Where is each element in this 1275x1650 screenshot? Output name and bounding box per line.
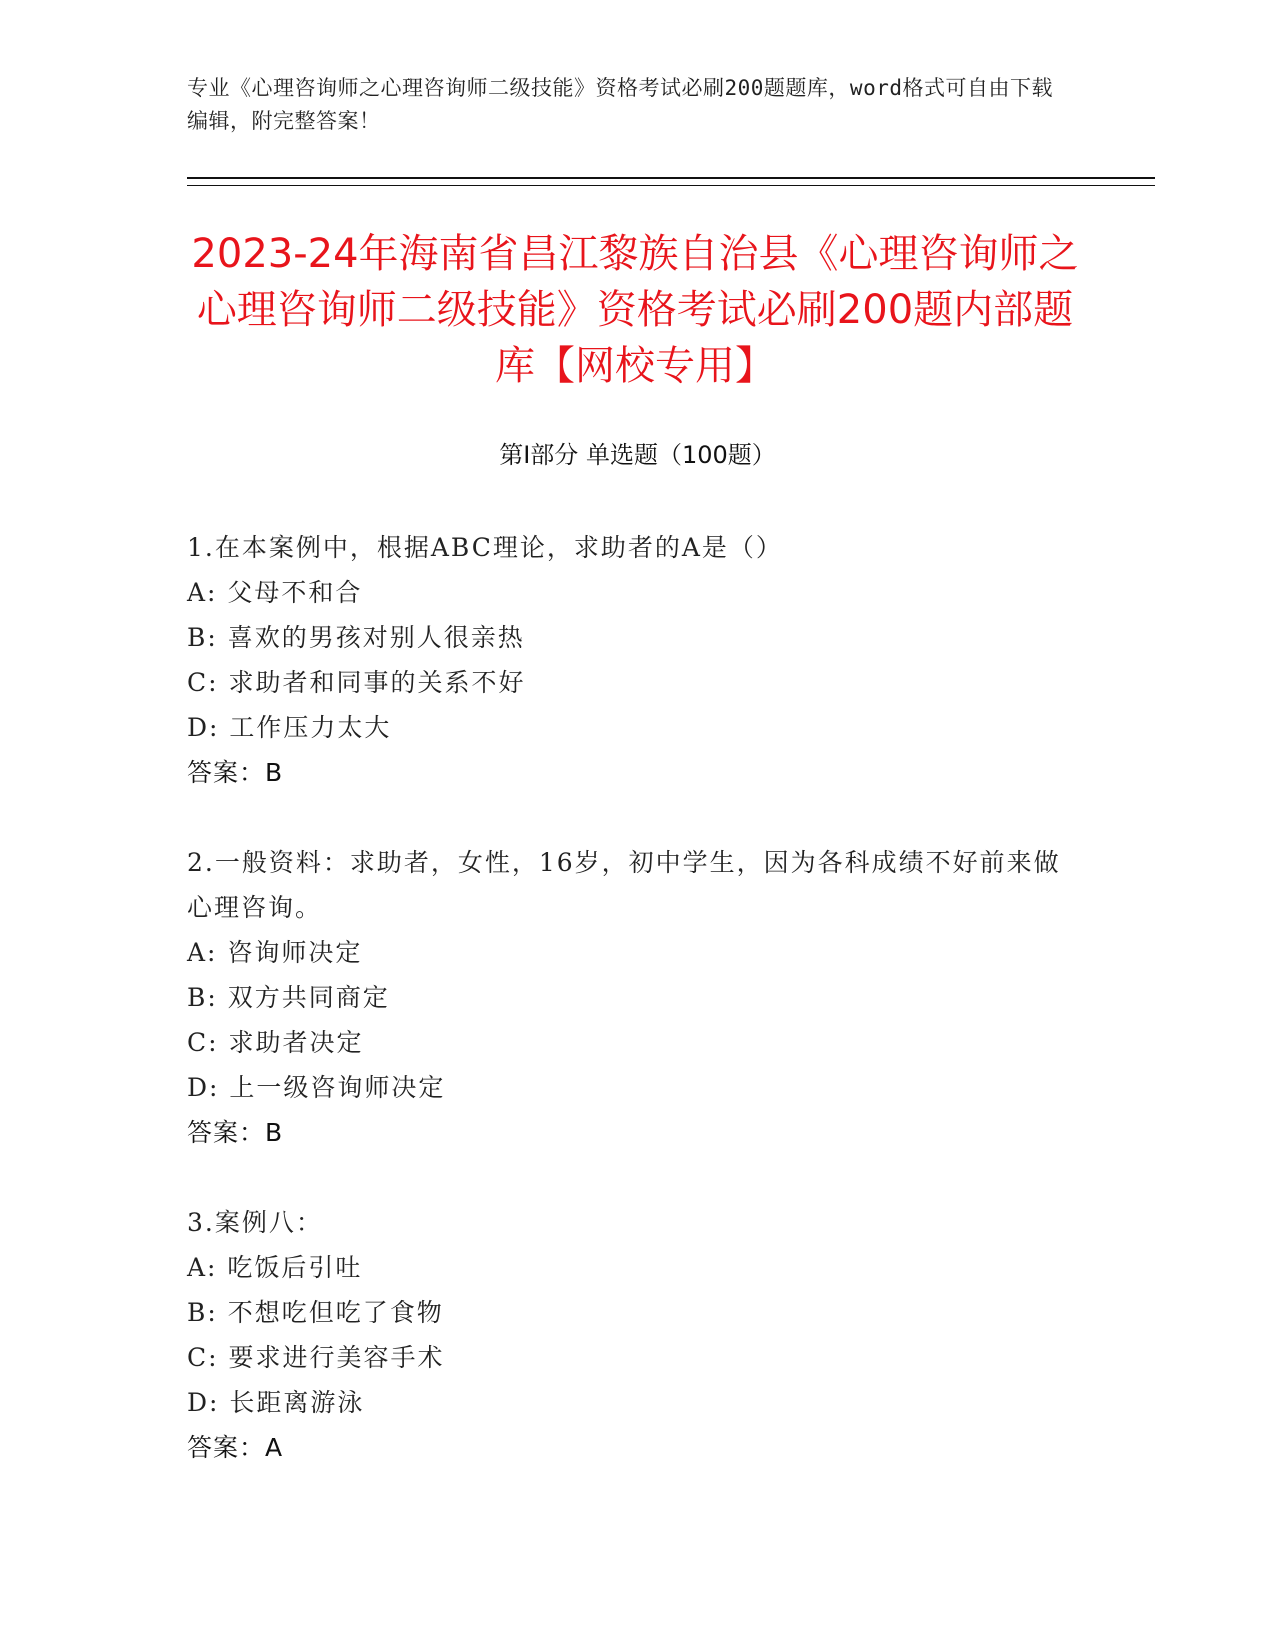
section-heading: 第Ⅰ部分 单选题（100题） <box>499 441 776 469</box>
option-a: A: 父母不和合 <box>187 578 363 607</box>
question-block <box>187 840 1067 1155</box>
option-c: C: 要求进行美容手术 <box>187 1343 445 1372</box>
answer-line: 答案：B <box>187 758 284 787</box>
option-b: B: 不想吃但吃了食物 <box>187 1298 444 1327</box>
header-divider-thin <box>187 185 1155 186</box>
answer-line: 答案：A <box>187 1433 284 1462</box>
option-b: B: 喜欢的男孩对别人很亲热 <box>187 623 525 652</box>
question-stem: 3.案例八： <box>187 1208 323 1237</box>
option-d: D: 工作压力太大 <box>187 713 392 742</box>
question-stem: 2.一般资料：求助者，女性，16岁，初中学生，因为各科成绩不好前来做心理咨询。 <box>187 848 1061 922</box>
option-d: D: 上一级咨询师决定 <box>187 1073 446 1102</box>
header-divider-thick <box>187 177 1155 179</box>
option-c: C: 求助者和同事的关系不好 <box>187 668 526 697</box>
answer-line: 答案：B <box>187 1118 284 1147</box>
option-a: A: 咨询师决定 <box>187 938 363 967</box>
option-d: D: 长距离游泳 <box>187 1388 365 1417</box>
header-note: 专业《心理咨询师之心理咨询师二级技能》资格考试必刷200题题库，word格式可自由下载编辑，附完整答案！ <box>187 76 1053 133</box>
question-stem: 1.在本案例中，根据ABC理论，求助者的A是（） <box>187 533 783 562</box>
question-block <box>187 1200 1067 1470</box>
option-a: A: 吃饭后引吐 <box>187 1253 363 1282</box>
option-b: B: 双方共同商定 <box>187 983 390 1012</box>
document-title: 2023-24年海南省昌江黎族自治县《心理咨询师之心理咨询师二级技能》资格考试必刷200题内部题库【网校专用】 <box>191 231 1079 389</box>
option-c: C: 求助者决定 <box>187 1028 364 1057</box>
question-block <box>187 525 1067 795</box>
